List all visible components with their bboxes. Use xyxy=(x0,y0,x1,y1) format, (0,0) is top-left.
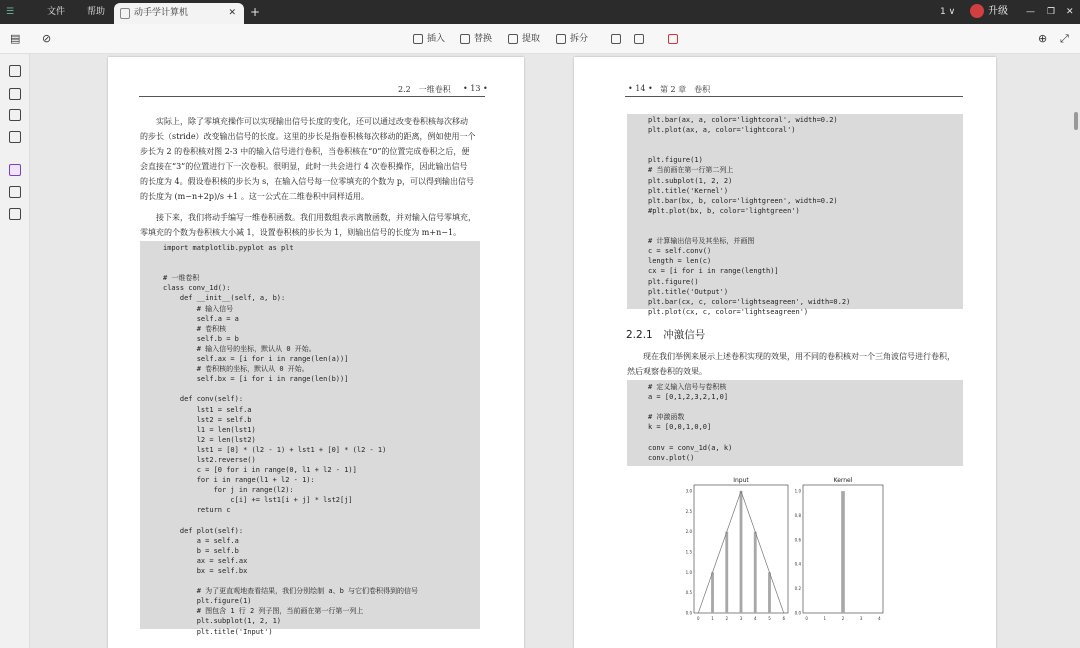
y-tick-label: 0.6 xyxy=(794,537,801,543)
fit-page-icon[interactable]: ⤢ xyxy=(1060,32,1069,45)
code-text: # 定义输入信号与卷积核 a = [0,1,2,3,2,1,0] # 冲激函数 k = [0,0,1,0,0] conv = conv_1d(a, k) conv.plot() xyxy=(648,383,733,462)
sidebar-toggle-icon[interactable]: ▤ xyxy=(10,32,21,45)
replace-label: 替换 xyxy=(474,34,493,44)
para-line: 然后观察卷积的效果。 xyxy=(627,367,707,376)
minimize-button[interactable]: — xyxy=(1026,7,1035,17)
para-line: 会直接在“3”的位置进行下一次卷积。很明显，此时一共会进行 4 次卷积操作，因此输出信号 xyxy=(140,162,468,171)
split-label: 拆分 xyxy=(570,34,589,44)
y-tick-label: 3.0 xyxy=(685,488,692,494)
x-tick-label: 1 xyxy=(823,616,827,621)
chart-title: Kernel xyxy=(833,477,853,484)
para-line: 零填充的个数为卷积核大小减 1，设置卷积核的步长为 1，则输出信号的长度为 m+n−1。 xyxy=(140,228,462,237)
scrollbar-thumb[interactable] xyxy=(1074,112,1078,130)
page-header-chapter: 第 2 章 卷积 xyxy=(660,85,711,94)
y-tick-label: 0.4 xyxy=(794,561,801,567)
extract-icon xyxy=(508,34,518,44)
page-indicator[interactable]: 1 ∨ xyxy=(940,7,956,17)
y-tick-label: 1.5 xyxy=(685,549,692,555)
header-rule xyxy=(625,96,963,97)
code-block xyxy=(627,114,963,316)
para-line: 接下来，我们将动手编写一维卷积函数。我们用数组表示离散函数，并对输入信号零填充， xyxy=(156,213,476,222)
x-tick-label: 0 xyxy=(805,616,808,621)
tab-close-icon[interactable]: ✕ xyxy=(228,8,236,18)
page-14 xyxy=(574,57,996,648)
code-block xyxy=(627,380,963,466)
bar xyxy=(841,491,845,613)
y-tick-label: 1.0 xyxy=(794,488,801,494)
title-bar xyxy=(0,0,1080,24)
tab-title: 动手学计算机 xyxy=(134,8,189,18)
menu-file[interactable]: 文件 xyxy=(47,7,66,17)
split-icon xyxy=(556,34,566,44)
page-13 xyxy=(108,57,524,648)
header-rule xyxy=(139,96,485,97)
x-tick-label: 4 xyxy=(753,616,757,621)
y-tick-label: 2.5 xyxy=(685,508,692,514)
left-sidebar xyxy=(0,54,30,648)
page-number: • 13 • xyxy=(463,84,488,93)
maximize-button[interactable]: ❐ xyxy=(1047,7,1056,17)
code-text: plt.bar(ax, a, color='lightcoral', width=0.2) plt.plot(ax, a, color='lightcoral') plt.figure(1) # 当前画在第一行第二列上 plt.subplot(1, 2, 2) plt.title('Kernel') plt.bar(bx, b, color='lightgreen', width=0.2) #plt.plot(bx, b, color='lightgreen') # 计算输出信号及其坐标，并画图 c = self.conv() length = len(c) cx = [i for i in range(length)] plt.figure() plt.title('Output') plt.bar(cx, c, color='lightseagreen', width=0.2) plt.plot(cx, c, color='lightseagreen') xyxy=(648,116,851,316)
upgrade-label: 升级 xyxy=(988,6,1008,17)
rotate-right-icon[interactable] xyxy=(634,24,644,54)
avatar xyxy=(970,4,984,18)
y-tick-label: 0.8 xyxy=(794,512,801,518)
app-menu-icon[interactable]: ☰ xyxy=(6,7,15,17)
y-tick-label: 0.0 xyxy=(685,610,692,616)
help-icon[interactable]: ⊘ xyxy=(42,32,52,45)
delete-icon[interactable] xyxy=(668,24,678,54)
bar xyxy=(768,572,771,613)
form-icon[interactable] xyxy=(9,131,21,143)
section-title: 2.2.1 冲激信号 xyxy=(626,329,706,341)
split-button[interactable] xyxy=(556,24,588,54)
bar xyxy=(740,491,743,613)
para-line: 现在我们举例来展示上述卷积实现的效果，用不同的卷积核对一个三角波信号进行卷积， xyxy=(643,352,955,361)
x-tick-label: 3 xyxy=(739,616,743,621)
document-tab[interactable] xyxy=(114,3,244,24)
para-line: 的长度为 4。假设卷积核的步长为 s，在输入信号每一位零填充的个数为 p，可以得到输出信号 xyxy=(140,177,474,186)
x-tick-label: 0 xyxy=(696,616,700,621)
replace-icon xyxy=(460,34,470,44)
paragraph-conv-intro xyxy=(140,210,488,240)
insert-icon xyxy=(413,34,423,44)
toolbar xyxy=(0,24,1080,54)
y-tick-label: 2.0 xyxy=(685,529,692,535)
bar xyxy=(725,532,728,613)
zoom-icon[interactable]: ⊕ xyxy=(1038,32,1048,45)
y-tick-label: 1.0 xyxy=(685,569,692,575)
x-tick-label: 1 xyxy=(711,616,714,621)
conv-input-kernel-figure xyxy=(679,475,899,625)
x-tick-label: 5 xyxy=(768,616,771,621)
y-tick-label: 0.0 xyxy=(794,610,801,616)
paragraph-stride xyxy=(140,114,488,204)
menu-help[interactable]: 帮助 xyxy=(87,7,106,17)
x-tick-label: 4 xyxy=(878,616,881,621)
page-number: • 14 • xyxy=(628,84,653,93)
rotate-left-icon[interactable] xyxy=(611,24,621,54)
organize-pages-icon[interactable] xyxy=(9,164,21,176)
y-tick-label: 0.2 xyxy=(794,586,801,592)
x-tick-label: 6 xyxy=(782,616,786,621)
code-text: import matplotlib.pyplot as plt # 一维卷积 class conv_1d(): def __init__(self, a, b): # 输入信号 self.a = a # 卷积核 self.b = b # 输入信号的坐标，默认从 0 开始。 self.ax = [i for i in range(len(a))] # 卷积核的坐标，默认从 0 开始。 self.bx = [i for i in range(len(b))] def conv(self): lst1 = self.a lst2 = self.b l1 = len(lst1) l2 = len(lst2) lst1 = [0] * (l2 - 1) + lst1 + [0] * (l2 - 1) lst2.reverse() c = [0 for i in range(0, l1 + l2 - 1)] for i in range(l1 + l2 - 1): for j in range(l2): c[i] += lst1[i + j] * lst2[j] return c def plot(self): a = self.a b = self.b ax = self.ax bx = self.bx # 为了更直观地查看结果，我们分别绘制 a、b 与它们卷积得到的信号 plt.figure(1) # 图包含 1 行 2 列子图，当前画在第一行第一列上 plt.subplot(1, 2, 1) plt.title('Input') xyxy=(163,244,419,636)
y-tick-label: 0.5 xyxy=(685,590,692,596)
annotate-icon[interactable] xyxy=(9,109,21,121)
chart-title: Input xyxy=(733,477,749,484)
page-header-section: 2.2 一维卷积 xyxy=(398,85,451,94)
home-icon[interactable] xyxy=(9,65,21,77)
extract-button[interactable] xyxy=(508,24,540,54)
x-tick-label: 2 xyxy=(841,616,845,621)
x-tick-label: 2 xyxy=(725,616,729,621)
bar xyxy=(711,572,714,613)
bar xyxy=(754,532,757,613)
insert-button[interactable] xyxy=(413,24,445,54)
para-line: 步长为 2 的卷积核对图 2-3 中的输入信号进行卷积，当卷积核在“0”的位置完成卷积之后，便 xyxy=(140,147,470,156)
paragraph-impulse xyxy=(627,349,972,379)
close-button[interactable]: ✕ xyxy=(1066,7,1074,17)
document-icon xyxy=(120,8,130,19)
para-line: 的长度为 (m−n+2p)/s +1 。这一公式在二维卷积中同样适用。 xyxy=(140,192,369,201)
compress-icon[interactable] xyxy=(9,186,21,198)
new-tab-button[interactable]: + xyxy=(250,5,261,19)
x-tick-label: 3 xyxy=(859,616,863,621)
insert-label: 插入 xyxy=(427,34,446,44)
code-block xyxy=(140,241,480,636)
replace-button[interactable] xyxy=(460,24,492,54)
para-line: 实际上，除了零填充操作可以实现输出信号长度的变化，还可以通过改变卷积核每次移动 xyxy=(156,117,468,126)
extract-label: 提取 xyxy=(522,34,541,44)
upgrade-button[interactable] xyxy=(970,4,1008,20)
para-line: 的步长（stride）改变输出信号的长度。这里的步长是指卷积核每次移动的距离，例如使用一个 xyxy=(140,132,476,141)
convert-icon[interactable] xyxy=(9,208,21,220)
edit-icon[interactable] xyxy=(9,88,21,100)
